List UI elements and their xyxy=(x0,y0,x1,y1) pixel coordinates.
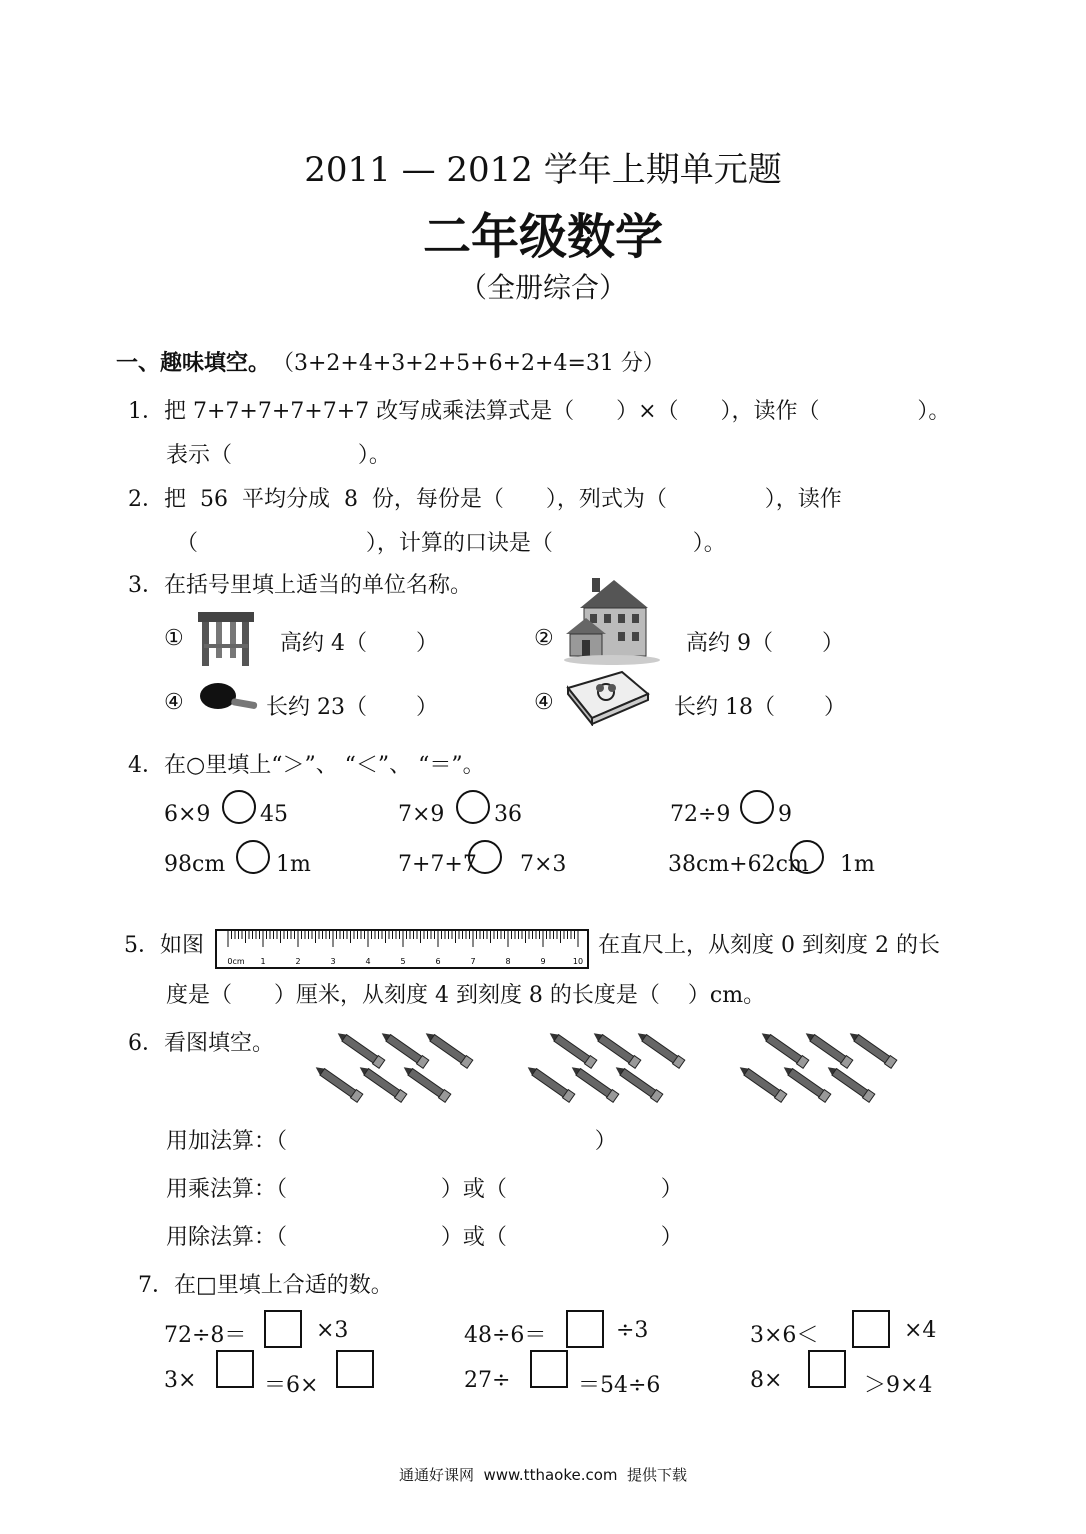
ruler-tick-label: 0cm xyxy=(227,957,245,966)
ruler-tick-label: 2 xyxy=(295,957,301,966)
compare-circle[interactable] xyxy=(468,840,502,874)
compare-circle[interactable] xyxy=(236,840,270,874)
q4-item5-right: 7×3 xyxy=(520,852,567,877)
pencil-icon xyxy=(759,1029,809,1068)
section-heading: 一、趣味填空。 xyxy=(116,351,271,376)
q7-item4-a: 3× xyxy=(164,1368,197,1393)
q6-div: 用除法算：（ ）或（ ） xyxy=(166,1225,683,1250)
q7-item2-b: ÷3 xyxy=(616,1318,649,1343)
pencil-icon xyxy=(591,1029,641,1068)
answer-box[interactable] xyxy=(808,1350,846,1388)
q4-item6-right: 1m xyxy=(840,852,875,877)
pencil-icon xyxy=(847,1029,897,1068)
pencil-icon xyxy=(781,1063,831,1102)
pencil-box-icon xyxy=(562,668,652,726)
q7-item5-b: ＝54÷6 xyxy=(578,1373,661,1398)
pencil-icon xyxy=(737,1063,787,1102)
q4-item4-left: 98cm xyxy=(164,852,226,877)
compare-circle[interactable] xyxy=(456,790,490,824)
pencil-icon xyxy=(357,1063,407,1102)
q7-item1-b: ×3 xyxy=(316,1318,349,1343)
q4-item1-left: 6×9 xyxy=(164,802,211,827)
pencil-groups-image xyxy=(300,1022,904,1106)
answer-box[interactable] xyxy=(566,1310,604,1348)
q6-mul: 用乘法算：（ ）或（ ） xyxy=(166,1177,683,1202)
q5-suffix: 在直尺上，从刻度 0 到刻度 2 的长 xyxy=(598,933,940,958)
ruler-tick-label: 5 xyxy=(400,957,406,966)
ruler-tick-label: 9 xyxy=(540,957,546,966)
q7-item5-a: 27÷ xyxy=(464,1368,511,1393)
pencil-icon xyxy=(825,1063,875,1102)
q7-item3-b: ×4 xyxy=(904,1318,937,1343)
ruler-tick-label: 6 xyxy=(435,957,441,966)
ruler-tick-label: 1 xyxy=(260,957,266,966)
answer-box[interactable] xyxy=(852,1310,890,1348)
q2-line1: 2．把 56 平均分成 8 份，每份是（ ），列式为（ ），读作 xyxy=(128,487,842,512)
section-points: （3+2+4+3+2+5+6+2+4=31 分） xyxy=(272,351,665,376)
q3-item4-text: 长约 18（ ） xyxy=(674,695,846,720)
answer-box[interactable] xyxy=(530,1350,568,1388)
ruler-tick-label: 10 xyxy=(572,957,584,966)
answer-box[interactable] xyxy=(336,1350,374,1388)
ruler-tick-label: 3 xyxy=(330,957,336,966)
q5-prefix: 5．如图 xyxy=(124,933,204,958)
house-icon xyxy=(562,574,662,666)
q4-item4-right: 1m xyxy=(276,852,311,877)
q3-item3-text: 长约 23（ ） xyxy=(266,695,438,720)
pencil-icon xyxy=(335,1029,385,1068)
compare-circle[interactable] xyxy=(222,790,256,824)
compare-circle[interactable] xyxy=(790,840,824,874)
q4-item5-left: 7+7+7 xyxy=(398,852,477,877)
q7-line: 7．在□里填上合适的数。 xyxy=(138,1273,393,1298)
pencil-icon xyxy=(569,1063,619,1102)
pencil-icon xyxy=(803,1029,853,1068)
footer-credit: 通通好课网 www.tthaoke.com 提供下载 xyxy=(398,1466,688,1484)
ruler-tick-label: 4 xyxy=(365,957,371,966)
q1-line1: 1．把 7+7+7+7+7+7 改写成乘法算式是（ ）×（ ），读作（ ）。 xyxy=(128,399,951,424)
q7-item4-b: ＝6× xyxy=(264,1373,319,1398)
answer-box[interactable] xyxy=(216,1350,254,1388)
ruler-image xyxy=(214,922,594,972)
q6-add: 用加法算：（ ） xyxy=(166,1129,617,1154)
q4-item6-left: 38cm+62cm xyxy=(668,852,809,877)
q7-item6-a: 8× xyxy=(750,1368,783,1393)
compare-circle[interactable] xyxy=(740,790,774,824)
q4-item3-left: 72÷9 xyxy=(670,802,731,827)
q7-item6-b: ＞9×4 xyxy=(864,1373,933,1398)
q1-line2: 表示（ ）。 xyxy=(166,443,391,468)
pencil-icon xyxy=(525,1063,575,1102)
q3-item1-num: ① xyxy=(164,626,184,651)
q3-item1-text: 高约 4（ ） xyxy=(280,631,438,656)
q3-item4-num: ④ xyxy=(534,690,554,715)
q2-line2: （ ），计算的口诀是（ ）。 xyxy=(176,531,726,556)
stool-icon xyxy=(194,608,258,668)
q4-line: 4．在○里填上“＞”、 “＜”、 “＝”。 xyxy=(128,753,485,778)
q5-line2: 度是（ ）厘米，从刻度 4 到刻度 8 的长度是（ ）cm。 xyxy=(166,983,766,1008)
q7-item2-a: 48÷6＝ xyxy=(464,1323,547,1348)
answer-box[interactable] xyxy=(264,1310,302,1348)
subject-title: 二年级数学 xyxy=(422,209,663,265)
pencil-icon xyxy=(313,1063,363,1102)
q3-item2-text: 高约 9（ ） xyxy=(686,631,844,656)
ruler-tick-label: 7 xyxy=(470,957,476,966)
q4-item2-left: 7×9 xyxy=(398,802,445,827)
exam-title: 2011 — 2012 学年上期单元题 xyxy=(304,150,782,190)
pencil-icon xyxy=(423,1029,473,1068)
q4-item1-right: 45 xyxy=(260,802,288,827)
q3-line: 3．在括号里填上适当的单位名称。 xyxy=(128,573,472,598)
pencil-icon xyxy=(635,1029,685,1068)
pencil-icon xyxy=(613,1063,663,1102)
q3-item3-num: ④ xyxy=(164,690,184,715)
pencil-icon xyxy=(401,1063,451,1102)
q4-item2-right: 36 xyxy=(494,802,522,827)
q3-item2-num: ② xyxy=(534,626,554,651)
subtitle: （全册综合） xyxy=(458,271,627,304)
q7-item3-a: 3×6＜ xyxy=(750,1323,819,1348)
paddle-icon xyxy=(198,680,262,716)
q6-line: 6．看图填空。 xyxy=(128,1031,274,1056)
q4-item3-right: 9 xyxy=(778,802,792,827)
pencil-icon xyxy=(379,1029,429,1068)
pencil-icon xyxy=(547,1029,597,1068)
q7-item1-a: 72÷8＝ xyxy=(164,1323,247,1348)
ruler-tick-label: 8 xyxy=(505,957,511,966)
